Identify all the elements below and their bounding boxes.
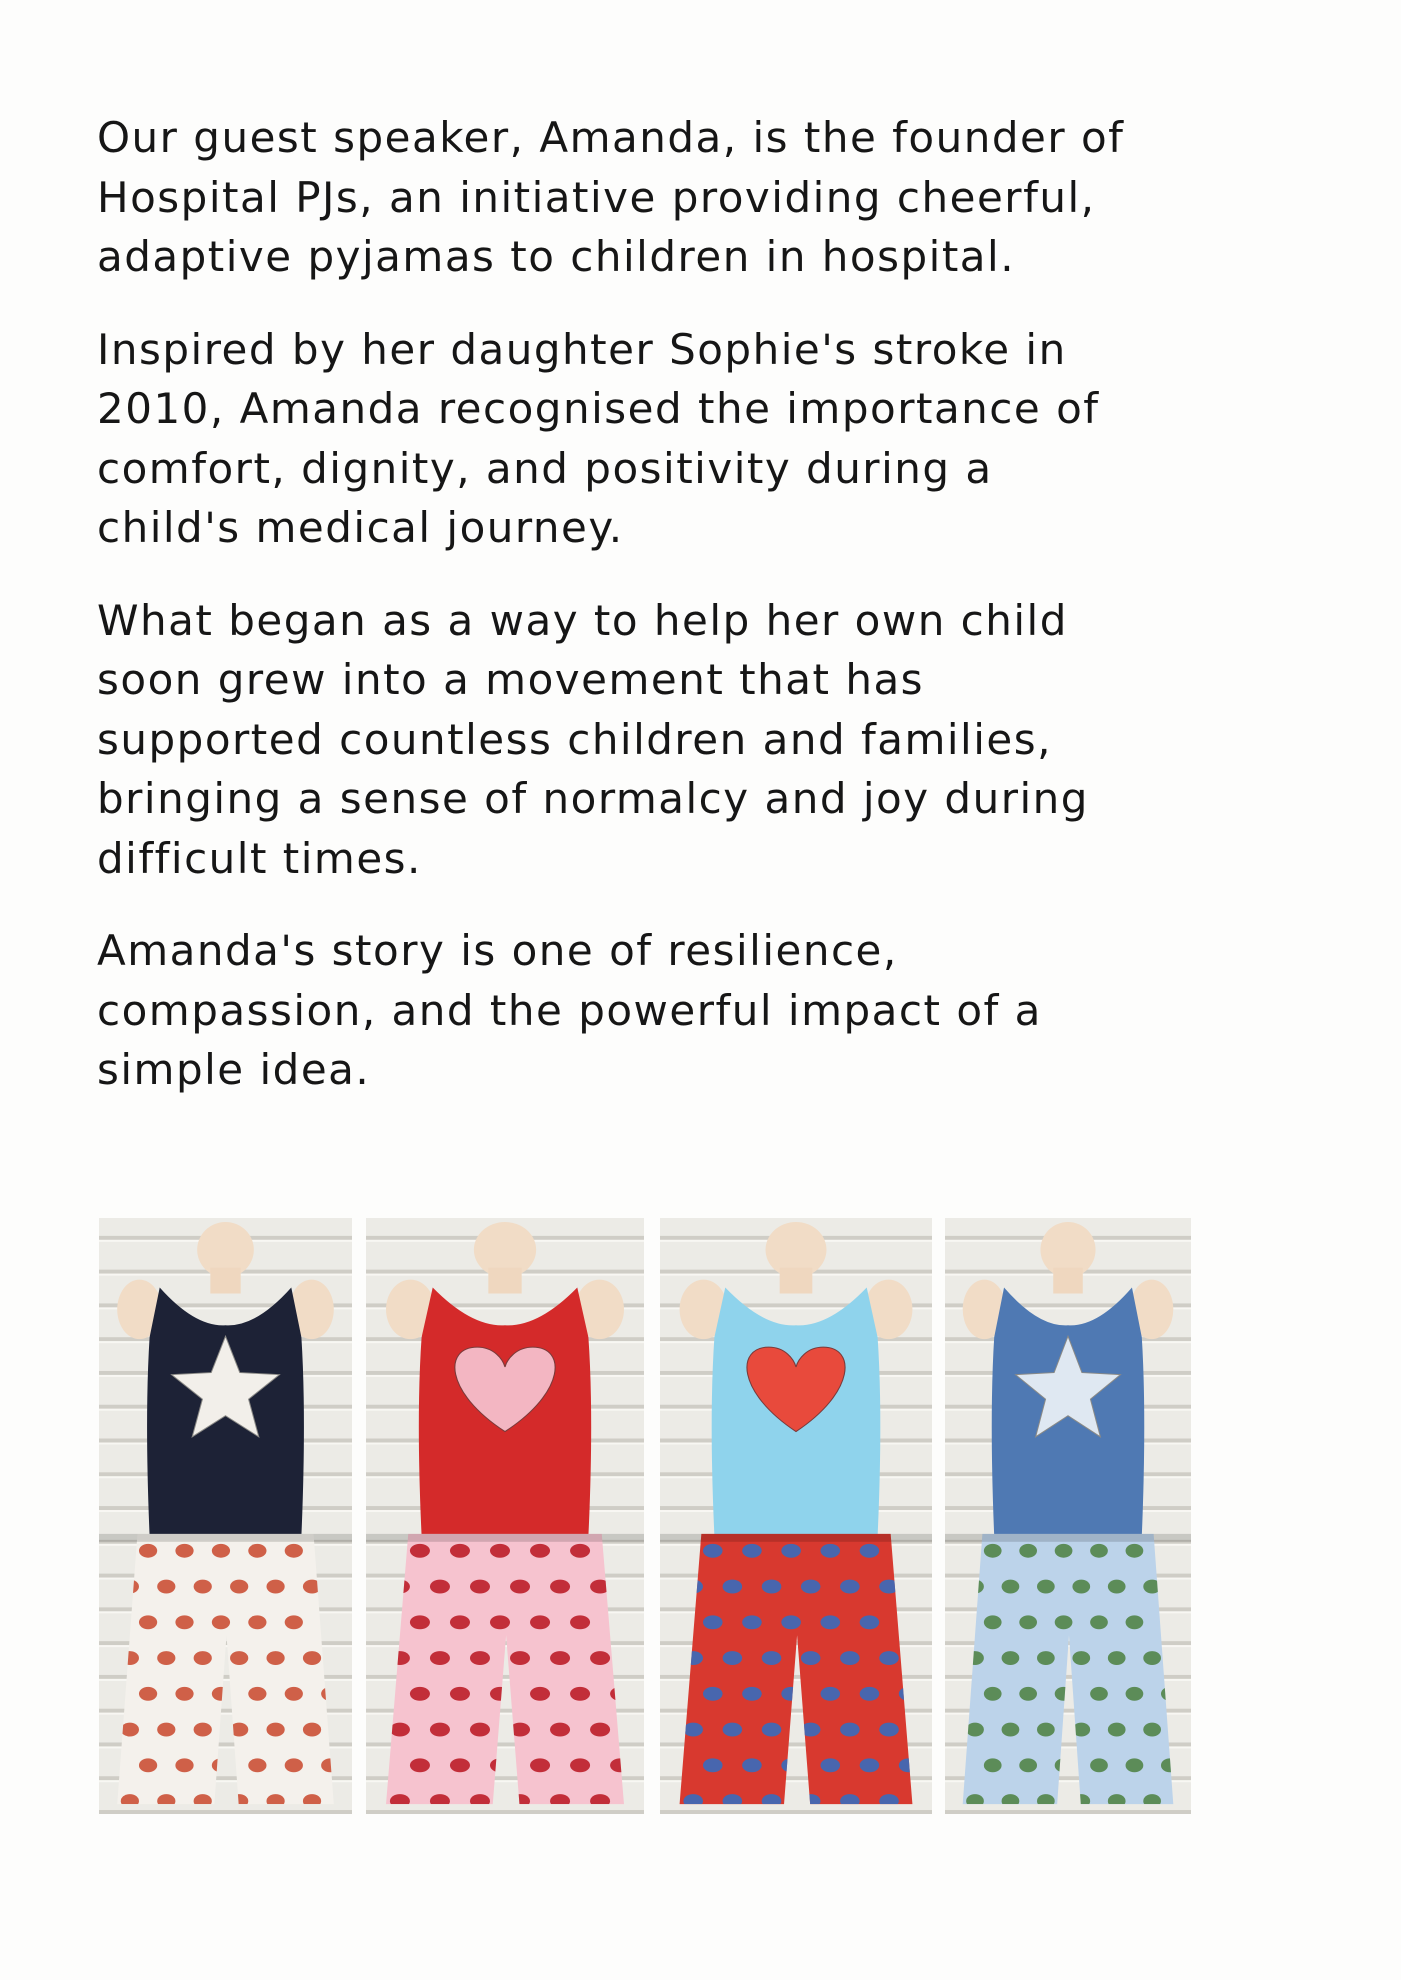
red-heart-ladybug-pjs-image (366, 1218, 644, 1814)
pyjama-photo-gallery (99, 1218, 1191, 1814)
paragraph-intro: Our guest speaker, Amanda, is the founder of Hospital PJs, an initiative providing cheerful, adaptive pyjamas to children in hospital. (97, 113, 1125, 281)
photo-4 (945, 1218, 1191, 1814)
paragraph-inspiration: Inspired by her daughter Sophie's stroke in 2010, Amanda recognised the importance of comfort, dignity, and positivity during a child's medical journey. (97, 324, 1100, 552)
blue-star-mickey-pjs-image (945, 1218, 1191, 1814)
photo-3 (660, 1218, 932, 1814)
photo-1 (99, 1218, 352, 1814)
navy-star-animal-pjs-image (99, 1218, 352, 1814)
paragraph-movement: What began as a way to help her own child soon grew into a movement that has supported countless children and families, bringing a sense of normalcy and joy during difficult times. (97, 595, 1089, 883)
aqua-heart-patchwork-pjs-image (660, 1218, 932, 1814)
photo-2 (366, 1218, 644, 1814)
article-text (97, 108, 1317, 1133)
paragraph-closing: Amanda's story is one of resilience, compassion, and the powerful impact of a simple idea. (97, 926, 1042, 1094)
